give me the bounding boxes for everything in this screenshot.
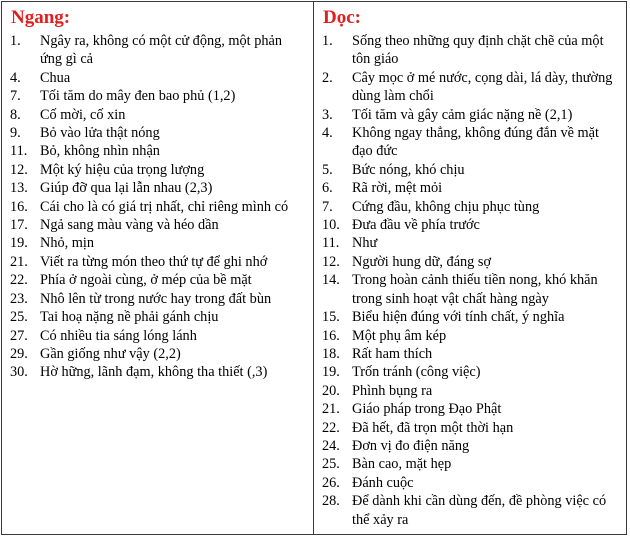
clue-text: Tai hoạ nặng nề phải gánh chịu [40,309,219,326]
clue-item [10,290,307,308]
clue-item [322,327,620,345]
clue-number: 4. [10,69,21,86]
clue-text: Đơn vị đo điện năng [352,437,470,454]
clue-number: 30. [10,364,28,381]
clue-item [10,345,307,363]
clue-text: Chua [40,69,71,86]
clue-number: 25. [10,309,28,326]
clue-item [322,161,620,179]
clue-number: 15. [322,309,340,326]
clue-text: Phình bụng ra [352,382,433,399]
clue-item [10,87,307,105]
clue-item [10,106,307,124]
clue-text: Gần giống như vậy (2,2) [40,345,181,362]
clue-number: 29. [10,345,28,362]
clue-text: Rã rời, mệt mỏi [352,180,443,197]
clue-number: 12. [322,253,340,270]
clue-text: Ngả sang màu vàng và héo dần [40,217,219,234]
clue-number: 7. [10,88,21,105]
clue-item [10,161,307,179]
clue-number: 21. [10,253,28,270]
clue-number: 21. [322,401,340,418]
clue-item [322,198,620,216]
clue-number: 4. [322,125,333,142]
clue-text: Đánh cuộc [352,474,414,491]
clue-text: Ngây ra, không có một cử động, một phản ứng gì cả [40,33,283,68]
clue-number: 3. [322,106,333,123]
clue-text: Giúp đỡ qua lại lẫn nhau (2,3) [40,180,213,197]
clue-item [322,253,620,271]
clue-item [322,419,620,437]
doc-column [314,2,626,534]
clue-item [10,32,307,69]
clue-text: Đưa đầu về phía trước [352,217,480,234]
clue-number: 12. [10,161,28,178]
doc-heading: Dọc: [323,7,361,28]
ngang-column [2,2,314,534]
clue-text: Viết ra từng món theo thứ tự để ghi nhớ [40,253,268,270]
clue-number: 22. [10,272,28,289]
clue-number: 16. [322,327,340,344]
clue-number: 1. [322,33,333,49]
clue-text: Trong hoàn cảnh thiếu tiền nong, khó khăn trong sinh hoạt vật chất hàng ngày [352,272,598,307]
clue-text: Cố mời, cố xin [40,106,126,123]
clue-number: 13. [10,180,28,197]
clue-item [322,234,620,252]
clue-text: Nhô lên từ trong nước hay trong đất bùn [40,290,272,307]
clue-item [322,492,620,529]
clue-number: 16. [10,198,28,215]
clue-number: 28. [322,493,340,510]
clue-text: Rất ham thích [352,345,433,362]
clue-item [10,179,307,197]
clue-text: Cái cho là có giá trị nhất, chỉ riêng mình có [40,198,289,215]
clue-text: Một phụ âm kép [352,327,447,344]
clue-text: Bỏ, không nhìn nhận [40,143,160,160]
clue-text: Bỏ vào lửa thật nóng [40,125,160,142]
clue-item [322,363,620,381]
clue-item [322,437,620,455]
clue-item [10,216,307,234]
clue-text: Bức nóng, khó chịu [352,161,465,178]
clue-number: 10. [322,217,340,234]
clue-number: 7. [322,198,333,215]
clue-number: 11. [322,235,340,252]
clue-item [322,345,620,363]
clue-text: Nhỏ, mịn [40,235,95,252]
clue-number: 19. [10,235,28,252]
clue-item [322,32,620,69]
clue-text: Tối tăm do mây đen bao phủ (1,2) [40,88,236,105]
clue-text: Tối tăm và gây cảm giác nặng nề (2,1) [352,106,573,123]
clue-number: 27. [10,327,28,344]
clue-number: 25. [322,456,340,473]
clue-item [10,363,307,381]
clue-item [322,400,620,418]
clue-number: 23. [10,290,28,307]
clue-text: Để dành khi cần dùng đến, đề phòng việc có thể xảy ra [352,493,607,528]
clue-item [322,179,620,197]
clue-number: 19. [322,364,340,381]
clue-text: Một ký hiệu của trọng lượng [40,161,205,178]
clue-number: 9. [10,125,21,142]
clue-text: Cây mọc ở mé nước, cọng dài, lá dày, thường dùng làm chổi [352,69,613,105]
clue-item [10,124,307,142]
clue-number: 26. [322,474,340,491]
clue-number: 14. [322,272,340,289]
clue-text: Phía ở ngoài cùng, ở mép của bề mặt [40,272,252,289]
clue-text: Giáo pháp trong Đạo Phật [352,401,502,418]
clue-text: Như [352,235,378,252]
clue-item [322,271,620,308]
clue-text: Có nhiều tia sáng lóng lánh [40,327,197,344]
clue-text: Đã hết, đã trọn một thời hạn [352,419,514,436]
clue-item [10,234,307,252]
clue-item [322,69,620,106]
clue-number: 1. [10,33,21,49]
clue-number: 5. [322,161,333,178]
clue-item [322,124,620,161]
clue-text: Biểu hiện đúng với tính chất, ý nghĩa [352,309,565,326]
clue-item [10,142,307,160]
clue-number: 18. [322,345,340,362]
clue-text: Cứng đầu, không chịu phục tùng [352,198,540,215]
ngang-clue-list [10,32,307,382]
clue-number: 22. [322,419,340,436]
clue-item [10,198,307,216]
clue-item [322,455,620,473]
clue-item [10,308,307,326]
clue-item [322,216,620,234]
clue-number: 11. [10,143,28,160]
clue-number: 8. [10,106,21,123]
clue-item [322,382,620,400]
clue-text: Sống theo những quy định chặt chẽ của một tôn giáo [352,33,604,68]
clue-item [10,271,307,289]
clue-number: 20. [322,382,340,399]
crossword-clues-table [1,1,627,535]
clue-number: 2. [322,69,333,86]
clue-text: Người hung dữ, đáng sợ [352,253,492,270]
clue-item [10,253,307,271]
clue-item [322,308,620,326]
clue-text: Bàn cao, mặt hẹp [352,456,452,473]
clue-item [10,69,307,87]
clue-number: 24. [322,437,340,454]
clue-text: Không ngay thẳng, không đúng đắn về mặt đạo đức [352,125,599,160]
clue-item [10,327,307,345]
clue-item [322,106,620,124]
clue-item [322,474,620,492]
ngang-heading: Ngang: [11,7,71,28]
doc-clue-list [322,32,620,529]
clue-number: 17. [10,217,28,234]
clue-text: Hờ hững, lãnh đạm, không tha thiết (,3) [40,364,268,381]
clue-number: 6. [322,180,333,197]
clue-text: Trốn tránh (công việc) [352,364,481,381]
